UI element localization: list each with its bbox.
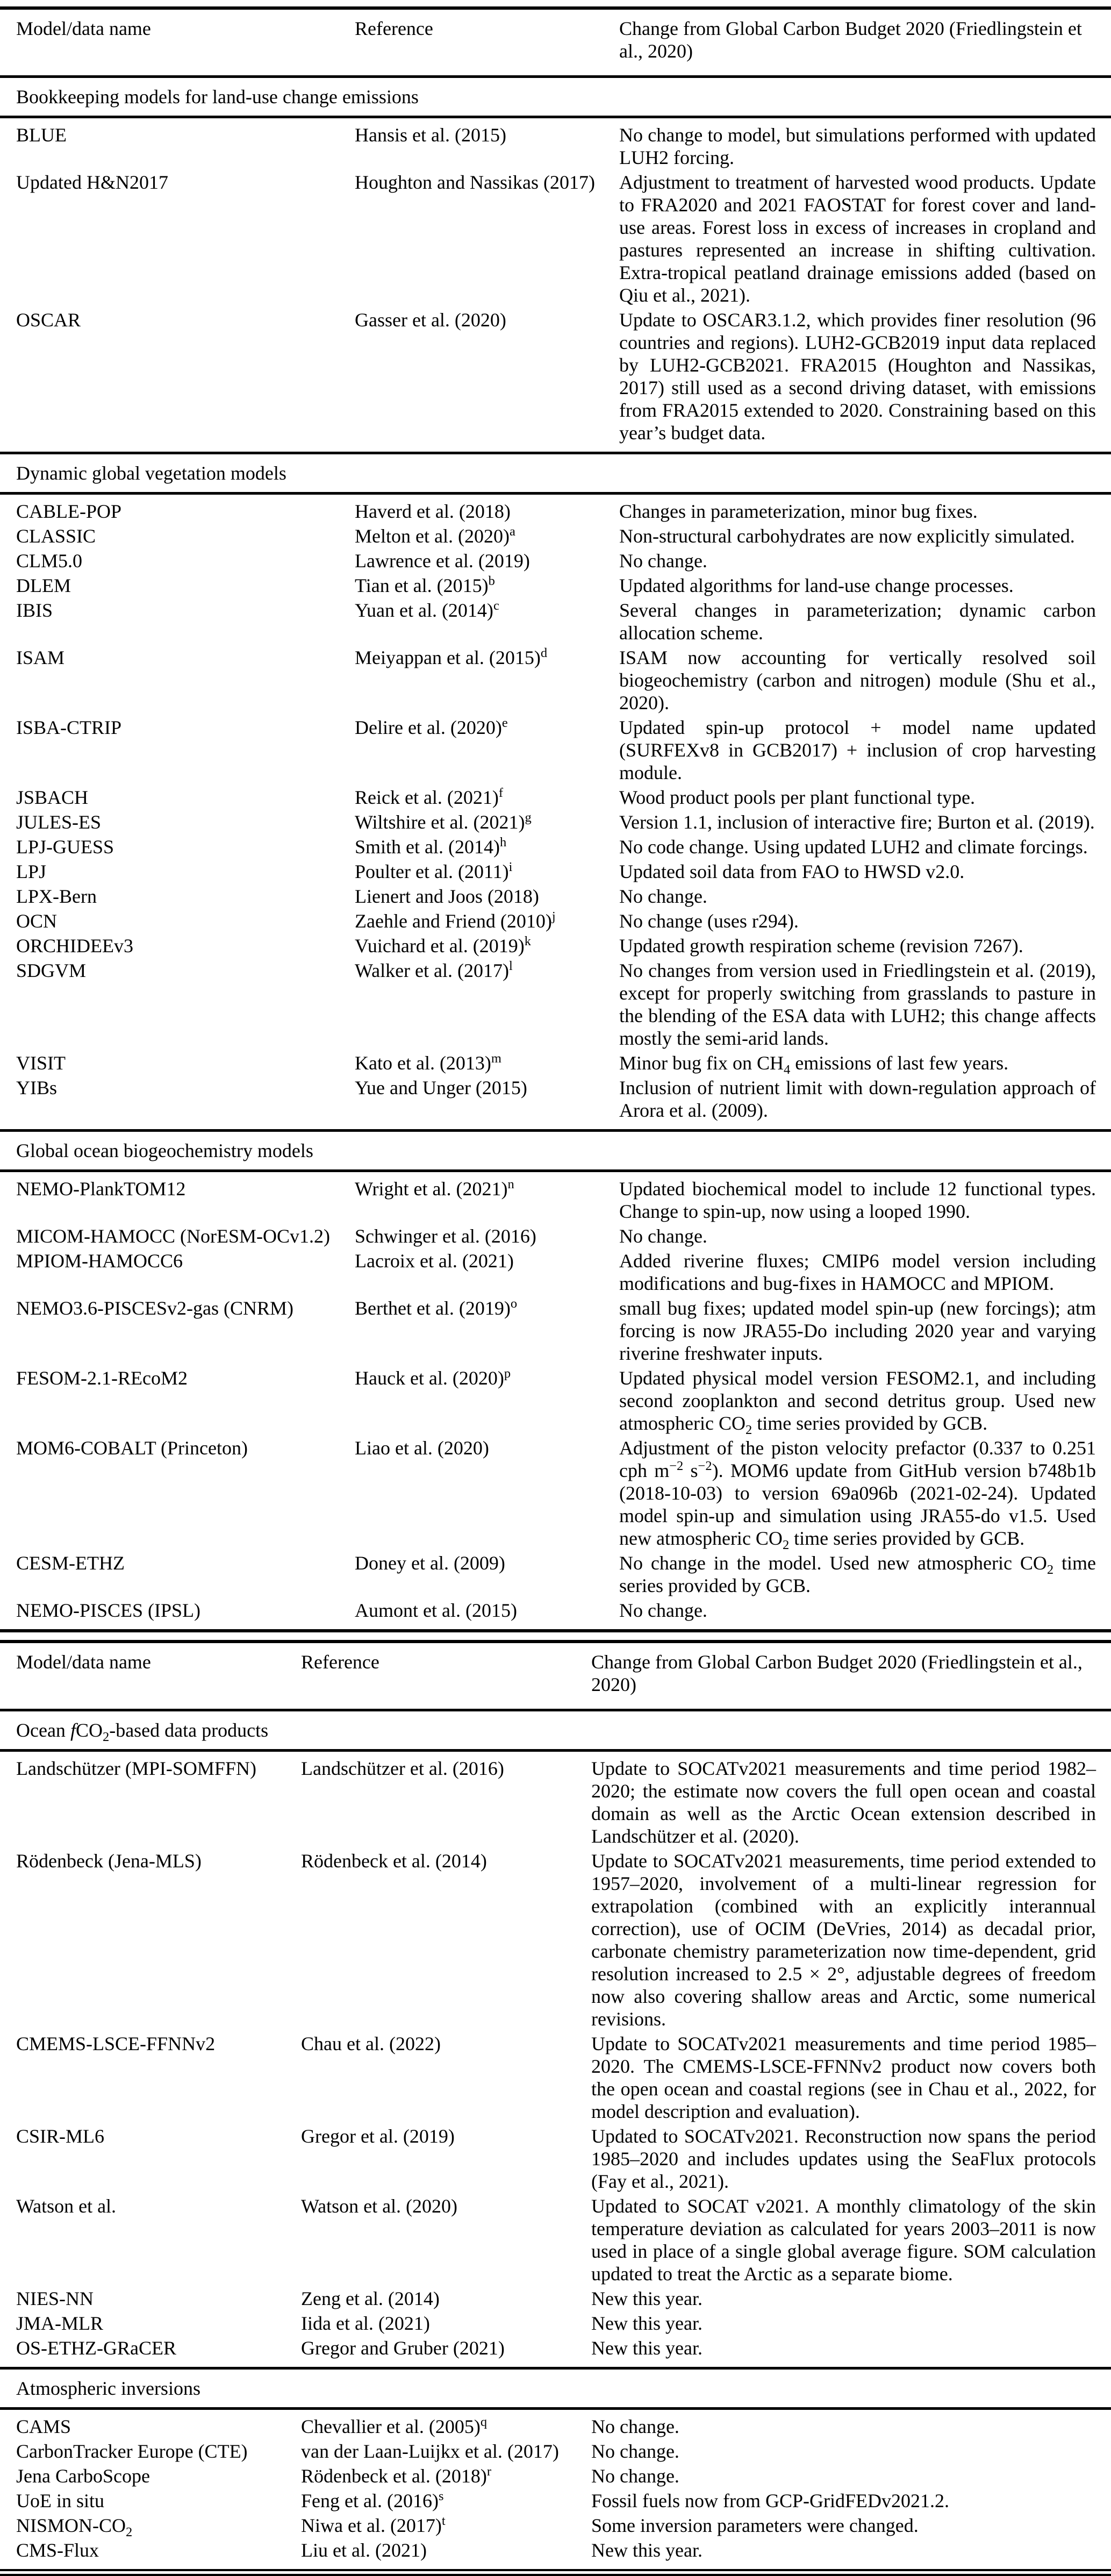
table-row [0,123,1111,170]
change-cell: Some inversion parameters were changed. [591,2515,919,2536]
model-name-cell: DLEM [16,575,71,596]
reference-cell: Rödenbeck et al. $(2018)^r$ [301,2464,492,2487]
change-cell: No change. [591,2441,679,2462]
section-rows [0,1172,1111,1629]
change-cell: Updated algorithms for land-use change processes. [619,575,1014,596]
table-row [0,1176,1111,1224]
table-part-1 [0,6,1111,1632]
model-name-cell: SDGVM [16,960,87,981]
model-name-cell: CarbonTracker Europe (CTE) [16,2441,248,2462]
change-cell: Updated to SOCAT v2021. A monthly climatology of the skin temperature deviation as calculated for years 2003–2011 is now used in place of a single global average figure. SOM calculation updated to treat the Arctic as a separate biome. [591,2195,1096,2285]
table-row [0,170,1111,308]
model-name-cell: IBIS [16,600,53,621]
table-row [0,2336,1111,2360]
reference-cell: Reick et al. $(2021)^f$ [355,786,504,808]
change-cell: small bug fixes; updated model spin-up (new forcings); atm forcing is now JRA55-Do including 2020 year and varying riverine freshwater inputs. [619,1297,1096,1364]
table-row [0,1849,1111,2031]
section-title: Dynamic global vegetation models [16,462,286,484]
change-cell: New this year. [591,2337,703,2359]
table-row [0,2464,1111,2488]
model-name-cell: ORCHIDEEv3 [16,935,133,957]
table-row [0,810,1111,834]
table-header-row [0,10,1111,75]
model-name-cell: CMEMS-LSCE-FFNNv2 [16,2033,216,2054]
reference-cell: Feng et al. $(2016)^s$ [301,2489,444,2511]
table-row [0,598,1111,645]
table-row [0,785,1111,810]
table-row [0,2286,1111,2311]
reference-cell: Gasser et al. (2020) [355,309,506,331]
change-cell: Updated to SOCATv2021. Reconstruction now spans the period 1985–2020 and includes updates using the SeaFlux protocols (Fay et al., 2021). [591,2125,1096,2192]
reference-cell: Iida et al. (2021) [301,2313,430,2334]
model-name-cell: Watson et al. [16,2195,117,2217]
change-cell: No change. [619,1225,707,1247]
reference-cell: Gregor et al. (2019) [301,2125,455,2147]
change-cell: Update to OSCAR3.1.2, which provides finer resolution (96 countries and regions). LUH2-GCB2019 input data replaced by LUH2-GCB2021. FRA2015 (Houghton and Nassikas, 2017) still used as a second driving dataset, with emissions from FRA2015 extended to 2020. Constraining based on this year’s budget data. [619,309,1096,444]
change-cell: No change to model, but simulations performed with updated LUH2 forcing. [619,124,1096,168]
table-row [0,524,1111,548]
change-cell: No change. [619,1600,707,1621]
table-row [0,308,1111,445]
reference-cell: Landschützer et al. (2016) [301,1758,504,1779]
table-row [0,909,1111,933]
model-name-cell: Jena CarboScope [16,2465,150,2487]
model-name-cell: Updated H&N2017 [16,172,168,193]
section-title-row [0,1132,1111,1169]
change-cell: Updated spin-up protocol + model name updated (SURFEXv8 in GCB2017) + inclusion of crop harvesting module. [619,717,1096,783]
change-cell: Updated growth respiration scheme (revision 7267). [619,935,1023,957]
model-name-cell: VISIT [16,1052,66,1074]
table-row [0,548,1111,573]
model-name-cell: NEMO-PISCES (IPSL) [16,1600,201,1621]
section-rows [0,1752,1111,2367]
header-col2: Reference [355,18,433,39]
section-title-row [0,2370,1111,2407]
model-name-cell: YIBs [16,1077,58,1098]
table-row [0,573,1111,598]
reference-cell: Zeng et al. (2014) [301,2288,440,2309]
reference-cell: Vuichard et al. $(2019)^k$ [355,934,531,957]
change-cell: New this year. [591,2539,703,2561]
model-name-cell: CLASSIC [16,525,96,547]
model-name-cell: LPJ [16,861,47,882]
model-name-cell: MOM6-COBALT (Princeton) [16,1437,248,1459]
model-name-cell: MICOM-HAMOCC (NorESM-OCv1.2) [16,1225,331,1247]
reference-cell: Liu et al. (2021) [301,2539,427,2561]
reference-cell: Meiyappan et al. $(2015)^d$ [355,646,548,668]
table-header-row [0,1643,1111,1709]
model-name-cell: LPX-Bern [16,886,97,907]
reference-cell: Gregor and Gruber (2021) [301,2337,505,2359]
table-row [0,2194,1111,2286]
table-row [0,2124,1111,2194]
change-cell: No changes from version used in Friedlingstein et al. (2019), except for properly switching from grasslands to pasture in the blending of the ESA data with LUH2; this change affects mostly the semi-arid lands. [619,960,1096,1049]
change-cell: Added riverine fluxes; CMIP6 model version including modifications and bug-fixes in HAMOCC and MPIOM. [619,1250,1096,1294]
reference-cell: Wright et al. $(2021)^n$ [355,1177,514,1200]
change-cell: Update to SOCATv2021 measurements and time period 1985–2020. The CMEMS-LSCE-FFNNv2 product now covers both the open ocean and coastal regions (see in Chau et al., 2022, for model description and evaluation). [591,2033,1096,2122]
table-row [0,2439,1111,2464]
table-row [0,884,1111,909]
change-cell: Fossil fuels now from GCP-GridFEDv2021.2. [591,2490,950,2511]
change-cell: Adjustment of the piston velocity prefactor (0.337 to 0.251 cph $m^{-2}$ $s^{-2}$). MOM6 update from GitHub version b748b1b (2018-10-03) to version 69a096b (2021-02-24). Updated model spin-up and simulation using JRA55-do v1.5. Used new atmospheric $CO_2$ time series provided by GCB. [619,1437,1096,1553]
section-title: Bookkeeping models for land-use change emissions [16,86,419,108]
section-rows [0,495,1111,1129]
table-row [0,645,1111,715]
model-name-cell: JSBACH [16,787,89,808]
reference-cell: van der Laan-Luijkx et al. (2017) [301,2441,559,2462]
section-title: Atmospheric inversions [16,2378,200,2399]
section-rows [0,2410,1111,2569]
reference-cell: Melton et al. $(2020)^a$ [355,524,515,547]
change-cell: No change. [591,2465,679,2487]
model-name-cell: JMA-MLR [16,2313,104,2334]
change-cell: Adjustment to treatment of harvested wood products. Update to FRA2020 and 2021 FAOSTAT for forest cover and land-use areas. Forest loss in excess of increases in cropland and pastures represented an increase in shifting cultivation. Extra-tropical peatland drainage emissions added (based on Qiu et al., 2021). [619,172,1096,306]
model-name-cell: OSCAR [16,309,81,331]
model-name-cell: NEMO3.6-PISCESv2-gas (CNRM) [16,1297,294,1319]
model-name-cell: Rödenbeck (Jena-MLS) [16,1850,202,1872]
table-row [0,715,1111,785]
change-cell: Updated biochemical model to include 12 functional types. Change to spin-up, now using a looped 1990. [619,1178,1096,1222]
reference-cell: Rödenbeck et al. (2014) [301,1850,487,1872]
change-cell: New this year. [591,2313,703,2334]
table-row [0,1551,1111,1598]
model-name-cell: NISMON-$CO_2$ [16,2515,133,2540]
model-name-cell: CMS-Flux [16,2539,99,2561]
section-title-row [0,1711,1111,1749]
table-row [0,2538,1111,2563]
reference-cell: Hansis et al. (2015) [355,124,506,146]
reference-cell: Delire et al. $(2020)^e$ [355,716,508,738]
model-name-cell: CSIR-ML6 [16,2125,105,2147]
change-cell: Changes in parameterization, minor bug fixes. [619,501,978,522]
table-row [0,2513,1111,2538]
table-row [0,859,1111,884]
model-name-cell: ISAM [16,647,65,668]
change-cell: Inclusion of nutrient limit with down-regulation approach of Arora et al. (2009). [619,1077,1096,1121]
change-cell: Updated physical model version FESOM2.1, and including second zooplankton and second detritus group. Used new atmospheric $CO_2$ time series provided by GCB. [619,1367,1096,1438]
reference-cell: Yue and Unger (2015) [355,1077,527,1098]
table-row [0,958,1111,1051]
model-name-cell: OCN [16,910,58,932]
change-cell: No change (uses r294). [619,910,799,932]
reference-cell: Chevallier et al. $(2005)^q$ [301,2415,488,2437]
reference-cell: Smith et al. $(2014)^h$ [355,835,507,858]
reference-cell: Lacroix et al. (2021) [355,1250,514,1272]
model-name-cell: CAMS [16,2416,71,2437]
table-row [0,1436,1111,1551]
reference-cell: Lawrence et al. (2019) [355,550,530,572]
change-cell: Updated soil data from FAO to HWSD v2.0. [619,861,965,882]
table-row [0,2031,1111,2124]
reference-cell: Kato et al. $(2013)^m$ [355,1051,501,1074]
reference-cell: Chau et al. (2022) [301,2033,441,2054]
model-name-cell: NEMO-PlankTOM12 [16,1178,186,1200]
reference-cell: Doney et al. (2009) [355,1552,505,1574]
model-name-cell: MPIOM-HAMOCC6 [16,1250,183,1272]
reference-cell: Lienert and Joos (2018) [355,886,539,907]
table-row [0,1051,1111,1078]
change-cell: New this year. [591,2288,703,2309]
model-name-cell: Landschützer (MPI-SOMFFN) [16,1758,256,1779]
reference-cell: Hauck et al. $(2020)^p$ [355,1366,511,1389]
table-row [0,2488,1111,2513]
table-row [0,1366,1111,1436]
change-cell: ISAM now accounting for vertically resolved soil biogeochemistry (carbon and nitrogen) module (Shu et al., 2020). [619,647,1096,713]
reference-cell: Liao et al. (2020) [355,1437,489,1459]
model-name-cell: OS-ETHZ-GRaCER [16,2337,176,2359]
table-row [0,499,1111,524]
model-name-cell: JULES-ES [16,811,102,833]
change-cell: Update to SOCATv2021 measurements and time period 1982–2020; the estimate now covers the full open ocean and coastal domain as well as the Arctic Ocean extension described in Landschützer et al. (2020). [591,1758,1096,1847]
reference-cell: Poulter et al. $(2011)^i$ [355,860,513,882]
table-row [0,1075,1111,1123]
table-row [0,2414,1111,2439]
change-cell: Several changes in parameterization; dynamic carbon allocation scheme. [619,600,1096,644]
section-title: Global ocean biogeochemistry models [16,1140,313,1161]
reference-cell: Tian et al. $(2015)^b$ [355,574,495,596]
header-col2: Reference [301,1651,379,1673]
change-cell: Update to SOCATv2021 measurements, time period extended to 1957–2020, involvement of a multi-linear regression for extrapolation (combined with an explicitly interannual correction), use of OCIM (DeVries, 2014) as decadal prior, carbonate chemistry parameterization now time-dependent, grid resolution increased to 2.5 × 2°, adjustable degrees of freedom now also covering shallow areas and Arctic, some numerical revisions. [591,1850,1096,2030]
header-col1: Model/data name [16,1651,151,1673]
reference-cell: Berthet et al. $(2019)^o$ [355,1296,518,1319]
section-rows [0,118,1111,452]
change-cell: No change. [619,550,707,572]
change-cell: No change. [591,2416,679,2437]
section-title: Ocean fCO$_2$-based data products [16,1719,269,1745]
reference-cell: Aumont et al. (2015) [355,1600,517,1621]
section-title-row [0,78,1111,116]
table-row [0,834,1111,859]
reference-cell: Yuan et al. $(2014)^c$ [355,598,499,621]
table-bottom-rule [0,1629,1111,1632]
table-row [0,1296,1111,1366]
change-cell: No change in the model. Used new atmospheric $CO_2$ time series provided by GCB. [619,1552,1096,1596]
table-row [0,1248,1111,1296]
reference-cell: Watson et al. (2020) [301,2195,458,2217]
change-cell: No code change. Using updated LUH2 and climate forcings. [619,836,1088,858]
header-col3: Change from Global Carbon Budget 2020 (Friedlingstein et al., 2020) [619,18,1082,62]
model-name-cell: UoE in situ [16,2490,105,2511]
model-name-cell: ISBA-CTRIP [16,717,122,738]
table-row [0,1756,1111,1849]
model-name-cell: CESM-ETHZ [16,1552,125,1574]
reference-cell: Schwinger et al. (2016) [355,1225,536,1247]
change-cell: Non-structural carbohydrates are now explicitly simulated. [619,525,1075,547]
reference-cell: Wiltshire et al. $(2021)^g$ [355,810,532,833]
table-row [0,2311,1111,2336]
table-bottom-rule [0,2569,1111,2576]
model-name-cell: CABLE-POP [16,501,122,522]
model-name-cell: BLUE [16,124,67,146]
reference-cell: Zaehle and Friend $(2010)^j$ [355,909,556,932]
table-row [0,1598,1111,1623]
reference-cell: Houghton and Nassikas (2017) [355,172,595,193]
change-cell: Version 1.1, inclusion of interactive fire; Burton et al. (2019). [619,811,1095,833]
change-cell: Wood product pools per plant functional type. [619,787,975,808]
change-cell: Minor bug fix on $CH_4$ emissions of last few years. [619,1052,1009,1078]
model-name-cell: FESOM-2.1-REcoM2 [16,1367,188,1389]
change-cell: No change. [619,886,707,907]
model-name-cell: LPJ-GUESS [16,836,114,858]
table-part-2 [0,1640,1111,2576]
section-title-row [0,454,1111,492]
model-name-cell: CLM5.0 [16,550,83,572]
table-row [0,1224,1111,1248]
reference-cell: Walker et al. $(2017)^l$ [355,959,513,981]
reference-cell: Haverd et al. (2018) [355,501,511,522]
header-col1: Model/data name [16,18,151,39]
header-col3: Change from Global Carbon Budget 2020 (Friedlingstein et al., 2020) [591,1651,1083,1695]
reference-cell: Niwa et al. $(2017)^t$ [301,2514,446,2536]
table-row [0,933,1111,958]
model-name-cell: NIES-NN [16,2288,94,2309]
